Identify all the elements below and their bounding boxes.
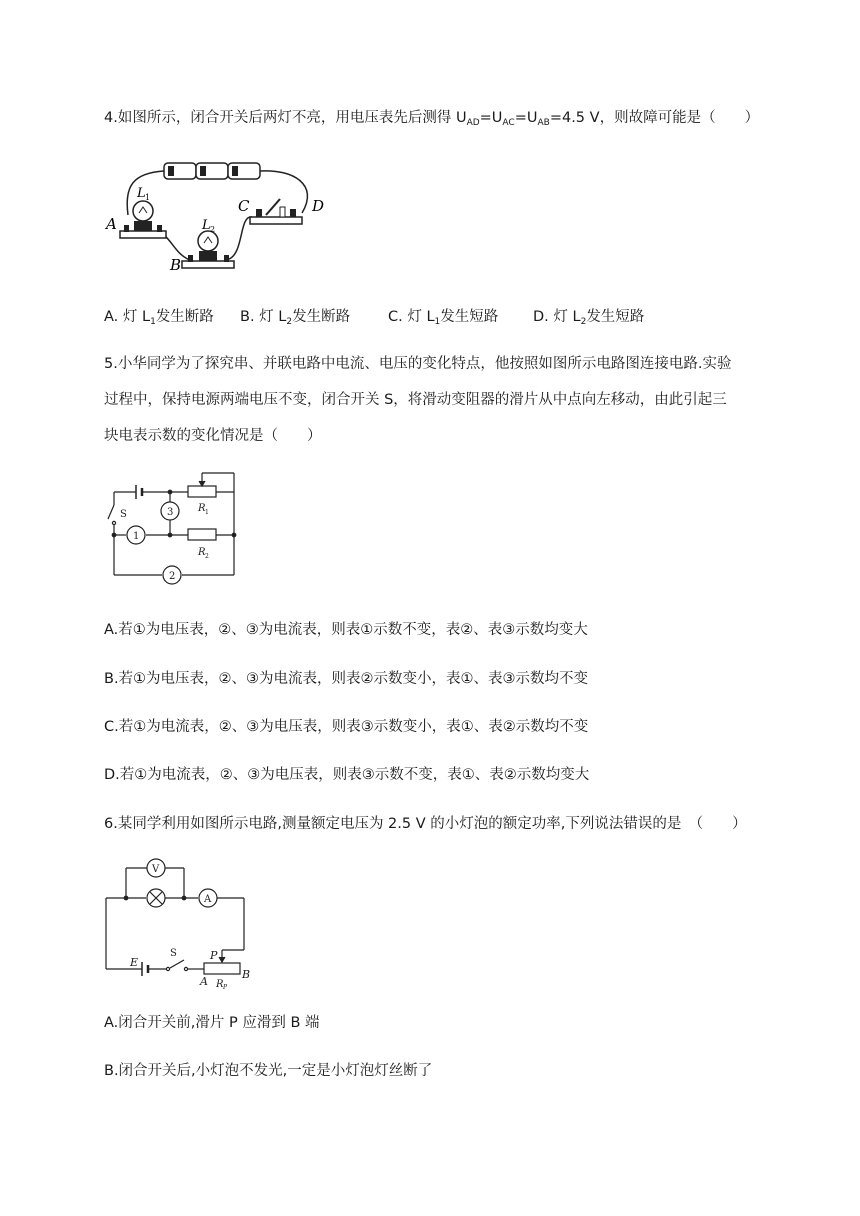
q4-option-c[interactable]: C. 灯 $L_1$发生短路 [388, 309, 499, 327]
svg-text:2: 2 [205, 553, 209, 560]
q6-option-a[interactable]: A.闭合开关前,滑片 P 应滑到 B 端 [104, 1015, 320, 1031]
svg-text:V: V [152, 864, 160, 875]
svg-text:R: R [198, 547, 206, 558]
q5-option-d[interactable]: D.若①为电流表，②、③为电压表，则表③示数不变，表①、表②示数均变大 [104, 767, 590, 783]
switch-icon [250, 199, 302, 224]
svg-text:A: A [200, 975, 208, 988]
lamp-l2-icon [182, 231, 234, 268]
svg-text:S: S [170, 948, 177, 959]
svg-text:1: 1 [145, 193, 151, 202]
q5-option-c[interactable]: C.若①为电流表，②、③为电压表，则表③示数变小，表①、表②示数均不变 [104, 719, 589, 735]
svg-text:A: A [106, 215, 117, 233]
q4-option-a[interactable]: A. 灯 $L_1$发生断路 [104, 309, 214, 327]
svg-text:P: P [210, 949, 218, 962]
q6-circuit-diagram [104, 854, 264, 993]
battery-pack-icon [164, 163, 260, 179]
svg-text:2: 2 [169, 571, 176, 582]
q4-circuit-figure [104, 155, 334, 279]
svg-text:2: 2 [210, 225, 216, 234]
svg-text:3: 3 [167, 507, 174, 518]
svg-text:1: 1 [133, 531, 140, 542]
q4-stem: 4.如图所示，闭合开关后两灯不亮，用电压表先后测得 $U_{AD}=U_{AC}=U_{AB}=4.5$ V，则故障可能是（ ） [104, 110, 760, 128]
q5-option-b[interactable]: B.若①为电压表，②、③为电流表，则表②示数变小，表①、表③示数均不变 [104, 671, 589, 687]
q5-stem-line-1: 5.小华同学为了探究串、并联电路中电流、电压的变化特点，他按照如图所示电路图连接电路.实验 [104, 356, 732, 372]
svg-text:A: A [204, 894, 212, 905]
svg-text:1: 1 [205, 509, 209, 516]
q5-stem-line-2: 过程中，保持电源两端电压不变，闭合开关 S，将滑动变阻器的滑片从中点向左移动，由此引起三 [104, 392, 727, 408]
q5-circuit-diagram [104, 465, 244, 589]
svg-text:L: L [202, 218, 211, 233]
svg-text:B: B [242, 968, 251, 981]
svg-text:R: R [198, 503, 206, 514]
q4-option-b[interactable]: B. 灯 $L_2$发生断路 [240, 309, 351, 327]
q6-stem: 6.某同学利用如图所示电路,测量额定电压为 2.5 V 的小灯泡的额定功率,下列说法错误的是 （ ） [104, 816, 747, 832]
q5-option-a[interactable]: A.若①为电压表，②、③为电流表，则表①示数不变，表②、表③示数均变大 [104, 622, 588, 638]
svg-text:R: R [216, 979, 224, 989]
svg-text:C: C [238, 197, 250, 215]
q6-option-b[interactable]: B.闭合开关后,小灯泡不发光,一定是小灯泡灯丝断了 [104, 1063, 433, 1079]
q4-option-d[interactable]: D. 灯 $L_2$发生短路 [533, 309, 645, 327]
q5-stem-line-3: 块电表示数的变化情况是（ ） [104, 428, 322, 444]
svg-text:B: B [170, 256, 182, 274]
svg-text:D: D [312, 197, 325, 215]
svg-text:L: L [137, 186, 146, 201]
svg-text:P: P [223, 984, 228, 989]
svg-text:S: S [120, 509, 127, 520]
svg-text:E: E [130, 956, 139, 969]
